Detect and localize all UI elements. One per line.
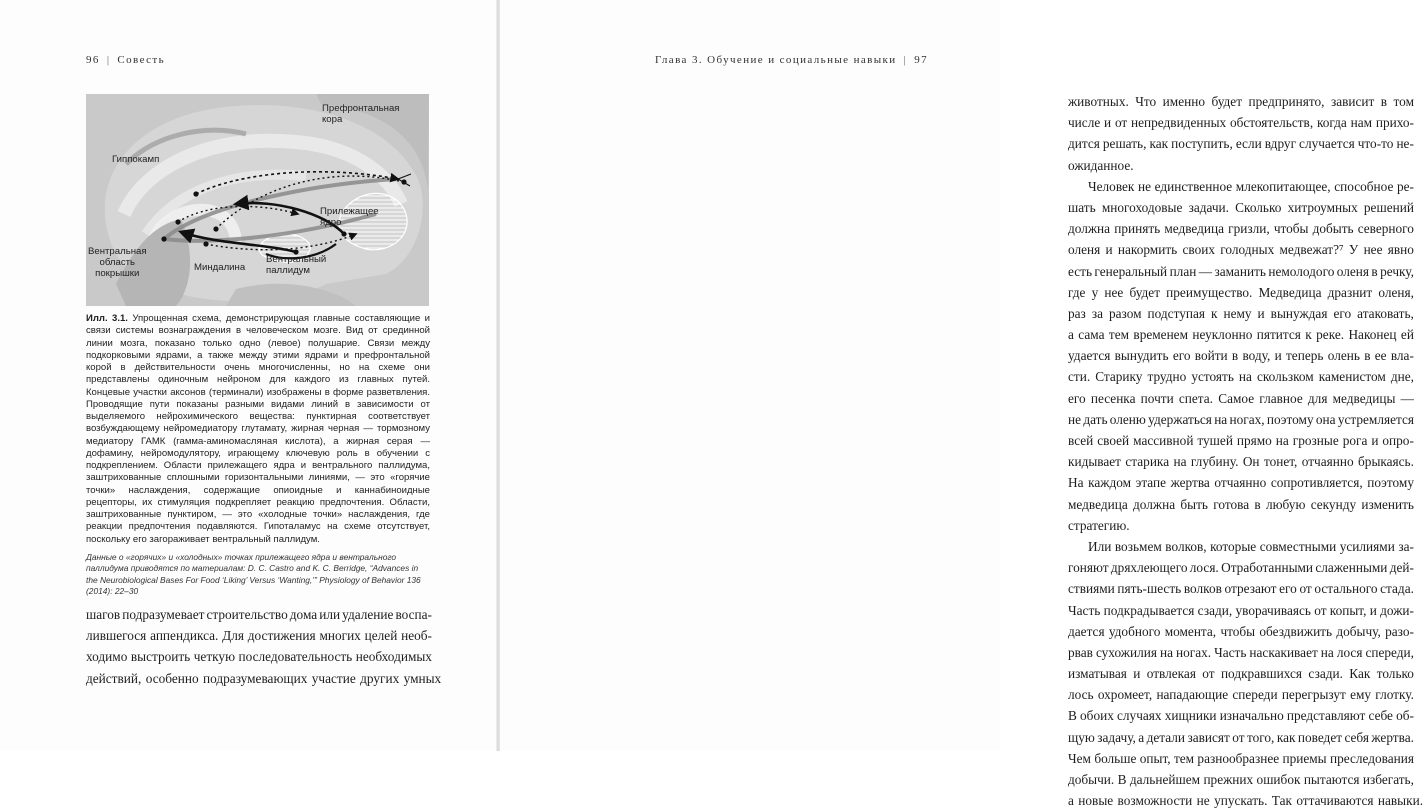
text-line: его песенка почти спета. Самое главное для медведицы — <box>1068 390 1414 406</box>
left-body-text <box>86 604 442 689</box>
chapter-title: Глава 3. Обучение и социальные навыки <box>654 54 897 66</box>
text-line: изматывая и отвлекая от подкравшихся сзади. Как только <box>1068 666 1414 682</box>
figure-source-note: Данные о «горячих» и «холодных» точках прилежащего ядра и вентрального паллидума приводятся по материалам: D. C. Castro and K. C. Berridge, “Advances in the Neurobiological Bases For Food ‘Liking’ Versus ‘Wanting,’” Physiology of Behavior 136 (2014): 22–30 <box>86 552 421 596</box>
text-line: ствиями пять-шесть волков отрезают его от остального стада. <box>1068 581 1414 597</box>
text-line: Человек не единственное млекопитающее, способное ре- <box>1088 178 1414 194</box>
label-hippocampus: Гиппокамп <box>112 154 160 165</box>
left-page <box>0 0 496 751</box>
text-line: шать многоходовые задачи. Сколько хитроумных решений <box>1068 199 1414 215</box>
text-line: лившегося аппендикса. Для достижения многих целей необ- <box>86 628 432 644</box>
label-amygdala: Миндалина <box>194 262 246 273</box>
text-line: должна принять медведица гризли, чтобы добыть северного <box>1068 221 1414 237</box>
text-line: рвав сухожилия на ногах. Часть наскакивает на лося спереди, <box>1068 644 1414 660</box>
text-line: всей своей массивной тушей прямо на грозные рога и опро- <box>1068 433 1414 448</box>
text-line: На каждом этапе жертва отчаянно сопротивляется, поэтому <box>1068 475 1414 491</box>
text-line: дается удобного момента, чтобы обездвижить добычу, разо- <box>1068 623 1414 639</box>
right-running-head <box>655 54 928 66</box>
text-line: а новые возможности не упускать. Так оттачиваются навыки. <box>1068 793 1423 809</box>
brain-reward-diagram <box>86 94 429 306</box>
text-line: ожиданное. <box>1068 157 1134 173</box>
right-page-number: 97 <box>914 54 928 66</box>
text-line: Чем больше опыт, тем разнообразнее приемы преследования <box>1068 750 1414 766</box>
label-nucleus-accumbens: Прилежащее ядро <box>320 206 379 229</box>
text-line: Или возьмем волков, которые совместными усилиями за- <box>1088 538 1414 554</box>
text-line: не дать оленю удержаться на ногах, поэтому она устремляется <box>1068 411 1414 427</box>
text-line: лось охромеет, нападающие спереди перегрызут ему глотку. <box>1068 687 1414 703</box>
label-ventral-tegmental-area: Вентральная область покрышки <box>88 246 147 280</box>
text-line: кидывает старика на глубину. Он тонет, отчаянно брыкаясь. <box>1068 454 1414 470</box>
text-line: медведица должна быть готова в любую секунду изменить <box>1068 496 1414 512</box>
label-ventral-pallidum: Вентральный паллидум <box>266 254 327 277</box>
text-line: ходимо выстроить четкую последовательность необходимых <box>86 649 432 665</box>
running-head-separator: | <box>903 54 908 66</box>
text-line: Часть подкрадывается сзади, уворачиваясь от копыт, и дожи- <box>1068 602 1414 618</box>
right-page <box>500 0 1423 809</box>
text-line: есть генеральный план — заманить немолодого оленя в речку, <box>1068 263 1414 279</box>
figure-caption <box>86 313 430 546</box>
left-running-head <box>86 54 165 66</box>
text-line: шагов подразумевает строительство дома или удаление воспа- <box>86 607 432 622</box>
book-title: Совесть <box>117 54 166 66</box>
text-line: а сама тем временем неуклонно пятится к реке. Наконец ей <box>1068 327 1414 343</box>
text-line: гоняют дряхлеющего лося. Отработанными слаженными дей- <box>1068 560 1414 576</box>
figure-number: Илл. 3.1. <box>86 313 128 324</box>
text-line: удается вынудить его войти в воду, и теперь олень в ее вла- <box>1068 348 1414 364</box>
text-line: щую задачу, а детали зависят от того, как поведет себя жертва. <box>1068 729 1414 745</box>
text-line: В обоих случаях хищники изначально представляют себе об- <box>1068 708 1414 724</box>
text-line: раз за разом подступая к нему и вынуждая его атаковать, <box>1068 305 1414 321</box>
text-line: действий, особенно подразумевающих участие других умных <box>86 670 442 686</box>
left-page-number: 96 <box>86 54 100 66</box>
text-line: добычи. В дальнейшем прежних ошибок пытаются избегать, <box>1068 772 1414 787</box>
label-prefrontal-cortex: Префронтальная кора <box>322 103 400 126</box>
text-line: оленя и накормить своих голодных медвежат?⁷ У нее явно <box>1068 242 1414 258</box>
text-line: дится решать, как поступить, если вдруг случается что-то не- <box>1068 136 1414 152</box>
text-line: стратегию. <box>1068 517 1130 533</box>
text-line: числе и от непредвиденных обстоятельств, когда нам прихо- <box>1068 115 1414 131</box>
text-line: животных. Что именно будет предпринято, зависит в том <box>1068 94 1414 109</box>
text-line: где у нее будет преимущество. Медведица дразнит оленя, <box>1068 284 1414 300</box>
running-head-separator: | <box>106 54 111 66</box>
right-body-text <box>1068 91 1423 811</box>
text-line: сти. Старику трудно устоять на скользком каменистом дне, <box>1068 369 1414 385</box>
figure-caption-text: Упрощенная схема, демонстрирующая главные составляющие и связи системы вознаграждения в человеческом мозге. Вид от срединной линии мозга, показано только одно (левое) полушарие. Связи между подкорковыми ядрами, а также между этими ядрами и префронтальной корой в действительности очень многочисленны, но на схеме они представлены одиночным нейроном для каждого из главных путей. Концевые участки аксонов (терминали) изображены в форме разветвления. Проводящие пути показаны разными видами линий в зависимости от выделяемого нейрохимического вещества: пунктирная соответствует возбуждающему нейромедиатору глутамату, жирная черная — тормозному медиатору ГАМК (гамма-аминомасляная кислота), а жирная серая — дофамину, нейромодулятору, играющему ключевую роль в обучении с подкреплением. Области прилежащего ядра и вентрального паллидума, заштрихованные сплошными горизонтальными линиями, — это «горячие точки» наслаждения, содержащие опиоидные и каннабиноидные рецепторы, их стимуляция подкрепляет реакцию предпочтения. Области, заштрихованные пунктиром, — это «холодные точки» наслаждения, где реакции предпочтения подавляются. Гипоталамус на схеме отсутствует, поскольку его загораживает вентральный паллидум. <box>86 313 430 545</box>
